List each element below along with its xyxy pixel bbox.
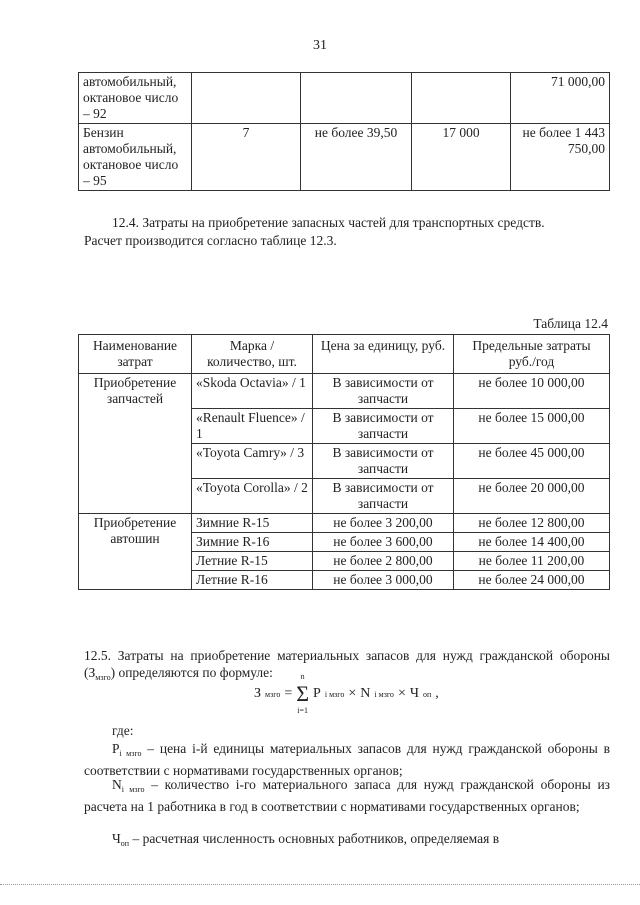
section-12-5-text: 12.5. Затраты на приобретение материальных запасов для нужд гражданской обороны $(З_{мзго})$ определяются по формуле: xyxy=(84,648,610,682)
fuel-norm: 17 000 xyxy=(412,124,511,191)
table-row xyxy=(79,374,610,409)
spare-parts-table xyxy=(78,334,610,590)
limit-cell: не более 10 000,00 xyxy=(454,374,610,409)
fuel-qty xyxy=(192,73,301,124)
definition-headcount: $Ч_{оп}$ – расчетная численность основных работников, определяемая в xyxy=(112,831,500,848)
fuel-norm xyxy=(412,73,511,124)
brand-cell: «Renault Fluence» / 1 xyxy=(192,409,313,444)
fuel-name: автомобильный, октановое число – 92 xyxy=(79,73,192,124)
column-header: Наименование затрат xyxy=(79,335,192,374)
brand-cell: Летние R-16 xyxy=(192,571,313,590)
limit-cell: не более 11 200,00 xyxy=(454,552,610,571)
limit-cell: не более 45 000,00 xyxy=(454,444,610,479)
table-caption: Таблица 12.4 xyxy=(533,316,608,331)
page-bottom-rule xyxy=(0,884,640,885)
brand-cell: «Skoda Octavia» / 1 xyxy=(192,374,313,409)
column-header: Марка / количество, шт. xyxy=(192,335,313,374)
fuel-name: Бензин автомобильный, октановое число – 95 xyxy=(79,124,192,191)
price-cell: В зависимости от запчасти xyxy=(313,409,454,444)
price-cell: В зависимости от запчасти xyxy=(313,444,454,479)
brand-cell: Зимние R-15 xyxy=(192,514,313,533)
fuel-price xyxy=(301,73,412,124)
page-number: 31 xyxy=(313,38,327,53)
fuel-price: не более 39,50 xyxy=(301,124,412,191)
table-row xyxy=(79,514,610,533)
limit-cell: не более 24 000,00 xyxy=(454,571,610,590)
price-cell: не более 3 200,00 xyxy=(313,514,454,533)
price-cell: В зависимости от запчасти xyxy=(313,374,454,409)
limit-cell: не более 12 800,00 xyxy=(454,514,610,533)
column-header: Предельные затраты руб./год xyxy=(454,335,610,374)
where-label: где: xyxy=(112,723,134,738)
fuel-total: 71 000,00 xyxy=(511,73,610,124)
fuel-qty: 7 xyxy=(192,124,301,191)
column-header: Цена за единицу, руб. xyxy=(313,335,454,374)
fuel-total: не более 1 443 750,00 xyxy=(511,124,610,191)
section-12-4-line2: Расчет производится согласно таблице 12.3. xyxy=(84,233,337,248)
brand-cell: «Toyota Corolla» / 2 xyxy=(192,479,313,514)
brand-cell: «Toyota Camry» / 3 xyxy=(192,444,313,479)
brand-cell: Зимние R-16 xyxy=(192,533,313,552)
table-row xyxy=(79,124,610,191)
price-cell: не более 3 600,00 xyxy=(313,533,454,552)
section-12-4-line1: 12.4. Затраты на приобретение запасных частей для транспортных средств. xyxy=(112,215,545,230)
table-row xyxy=(79,73,610,124)
group-name: Приобретение запчастей xyxy=(79,374,192,514)
price-cell: не более 2 800,00 xyxy=(313,552,454,571)
definition-price: $P_{i мзго}$ – цена i-й единицы материальных запасов для нужд гражданской обороны в соответствии с нормативами государственных органов; xyxy=(84,741,611,778)
price-cell: не более 3 000,00 xyxy=(313,571,454,590)
limit-cell: не более 20 000,00 xyxy=(454,479,610,514)
formula: З мзго = n Σ i=1 P i мзго × N i мзго × Ч оп , xyxy=(254,672,439,715)
limit-cell: не более 15 000,00 xyxy=(454,409,610,444)
fuel-table xyxy=(78,72,610,191)
sum-sign: n Σ i=1 xyxy=(296,672,310,715)
brand-cell: Летние R-15 xyxy=(192,552,313,571)
price-cell: В зависимости от запчасти xyxy=(313,479,454,514)
limit-cell: не более 14 400,00 xyxy=(454,533,610,552)
table-header-row xyxy=(79,335,610,374)
group-name: Приобретение автошин xyxy=(79,514,192,590)
definition-quantity: $N_{i мзго}$ – количество i-го материального запаса для нужд гражданской обороны из расчета на 1 работника в год в соответствии с нормативами государственных органов; xyxy=(84,777,610,814)
